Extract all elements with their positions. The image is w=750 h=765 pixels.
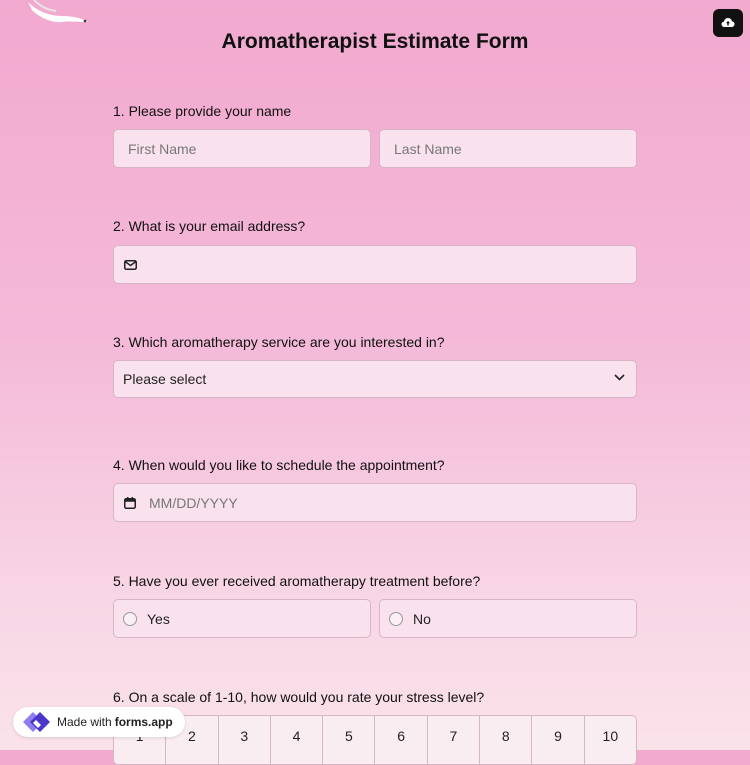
radio-option-no[interactable]	[379, 599, 637, 638]
first-name-placeholder: First Name	[128, 140, 197, 157]
scale-option-4[interactable]: 4	[271, 716, 323, 764]
radio-label-no: No	[413, 610, 431, 627]
question-2-label: 2. What is your email address?	[113, 218, 306, 234]
date-input[interactable]	[113, 483, 637, 522]
scale-option-6[interactable]: 6	[375, 716, 427, 764]
cloud-upload-icon	[721, 17, 735, 29]
envelope-icon	[124, 260, 137, 270]
scale-option-10[interactable]: 10	[602, 728, 619, 744]
dove-illustration	[26, 0, 92, 26]
badge-prefix: Made with	[57, 715, 112, 729]
date-placeholder: MM/DD/YYYY	[149, 494, 238, 511]
question-4-label: 4. When would you like to schedule the appointment?	[113, 457, 445, 473]
forms-app-logo-icon	[21, 710, 51, 734]
email-input[interactable]	[113, 245, 637, 284]
scale-option-9[interactable]: 9	[532, 716, 584, 764]
made-with-badge[interactable]	[13, 707, 185, 737]
question-6-label: 6. On a scale of 1-10, how would you rate your stress level?	[113, 689, 485, 705]
radio-option-yes[interactable]	[113, 599, 371, 638]
question-3-label: 3. Which aromatherapy service are you interested in?	[113, 334, 445, 350]
calendar-icon	[124, 497, 136, 509]
question-5-label: 5. Have you ever received aromatherapy treatment before?	[113, 573, 481, 589]
service-select[interactable]	[113, 360, 637, 398]
last-name-placeholder: Last Name	[394, 140, 462, 157]
scale-option-7[interactable]: 7	[428, 716, 480, 764]
scale-option-3[interactable]: 3	[219, 716, 271, 764]
chevron-down-icon	[614, 374, 625, 381]
service-select-value: Please select	[123, 371, 207, 387]
radio-circle-icon	[123, 612, 137, 626]
badge-brand: forms.app	[114, 715, 173, 729]
form-title: Aromatherapist Estimate Form	[221, 30, 529, 53]
radio-circle-icon	[389, 612, 403, 626]
scale-option-5[interactable]: 5	[323, 716, 375, 764]
last-name-input[interactable]	[379, 129, 637, 168]
radio-label-yes: Yes	[147, 610, 170, 627]
stress-scale	[113, 715, 637, 765]
scale-option-2[interactable]: 2	[166, 716, 218, 764]
scale-option-8[interactable]: 8	[480, 716, 532, 764]
first-name-input[interactable]	[113, 129, 371, 168]
question-1-label: 1. Please provide your name	[113, 103, 292, 119]
